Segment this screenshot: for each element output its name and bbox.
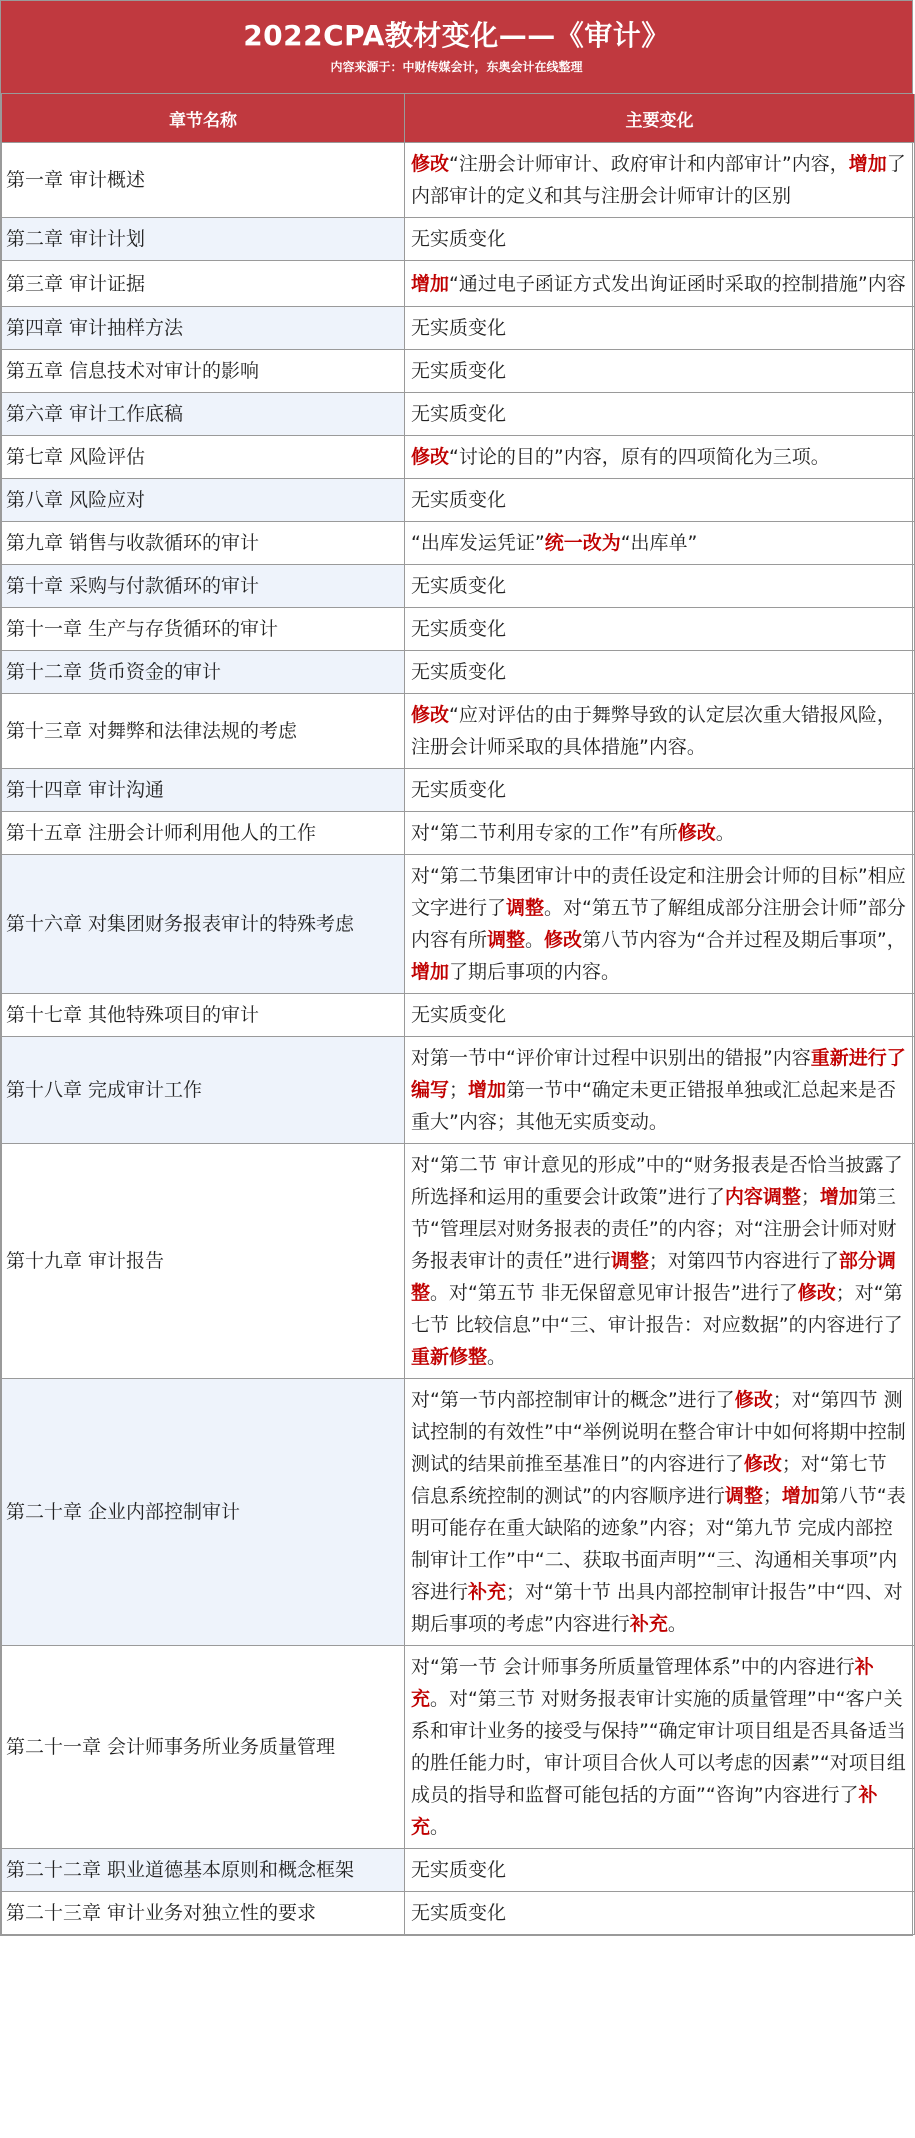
highlight-text: 补充 — [629, 1613, 668, 1635]
column-header-chapter: 章节名称 — [2, 94, 405, 143]
change-text: “讨论的目的”内容，原有的四项简化为三项。 — [449, 446, 830, 468]
chapter-name: 第九章 销售与收款循环的审计 — [2, 522, 405, 565]
highlight-text: 修改 — [544, 929, 583, 951]
highlight-text: 增加 — [781, 1485, 820, 1507]
change-text: 了期后事项的内容。 — [449, 961, 621, 983]
table-body — [2, 143, 915, 1935]
chapter-name: 第十六章 对集团财务报表审计的特殊考虑 — [2, 855, 405, 994]
change-text: ； — [762, 1485, 782, 1507]
change-description — [405, 694, 915, 769]
chapter-name: 第十九章 审计报告 — [2, 1144, 405, 1379]
table-row — [2, 565, 915, 608]
change-description — [405, 261, 915, 307]
change-text: 第八节内容为“合并过程及期后事项”， — [582, 929, 906, 951]
change-text: 。对“第五节 非无保留意见审计报告”进行了 — [430, 1282, 798, 1304]
table-row — [2, 1849, 915, 1892]
highlight-text: 增加 — [848, 153, 887, 175]
change-text: 第一节中“确定未更正错报单独或汇总起来是否重大”内容；其他无实质变动。 — [411, 1079, 896, 1133]
table-header-row — [2, 94, 915, 143]
change-text: 第八节“表明可能存在重大缺陷的迹象”内容；对“第九节 完成内部控制审计工作”中“二、获取书面声明”“三、沟通相关事项”内容进行 — [411, 1485, 906, 1603]
change-description — [405, 1646, 915, 1849]
highlight-text: 增加 — [411, 961, 450, 983]
change-description — [405, 393, 915, 436]
change-text: ； — [800, 1186, 820, 1208]
change-text: 了内部审计的定义和其与注册会计师审计的区别 — [411, 153, 906, 207]
table-row — [2, 522, 915, 565]
highlight-text: 调整 — [487, 929, 526, 951]
change-text: “出库发运凭证” — [411, 532, 545, 554]
chapter-name: 第十章 采购与付款循环的审计 — [2, 565, 405, 608]
table-row — [2, 307, 915, 350]
highlight-text: 修改 — [743, 1453, 782, 1475]
change-description — [405, 307, 915, 350]
table-row — [2, 1144, 915, 1379]
change-description — [405, 143, 915, 218]
change-description — [405, 1849, 915, 1892]
table-row — [2, 994, 915, 1037]
change-text: 第三节“管理层对财务报表的责任”的内容；对“注册会计师对财务报表审计的责任”进行 — [411, 1186, 897, 1272]
chapter-name: 第十五章 注册会计师利用他人的工作 — [2, 812, 405, 855]
change-description — [405, 812, 915, 855]
change-text: 。 — [487, 1346, 507, 1368]
change-text: “通过电子函证方式发出询证函时采取的控制措施”内容 — [449, 272, 906, 295]
table-row — [2, 143, 915, 218]
highlight-text: 补充 — [468, 1581, 507, 1603]
change-text: ；对“第四节 测试控制的有效性”中“举例说明在整合审计中如何将期中控制测试的结果前推至基准日”的内容进行了 — [411, 1389, 906, 1475]
table-row — [2, 769, 915, 812]
change-description — [405, 1892, 915, 1935]
chapter-name: 第十一章 生产与存货循环的审计 — [2, 608, 405, 651]
chapter-name: 第二十一章 会计师事务所业务质量管理 — [2, 1646, 405, 1849]
highlight-text: 修改 — [734, 1389, 773, 1411]
change-text: 无实质变化 — [411, 1859, 507, 1881]
highlight-text: 增加 — [819, 1186, 858, 1208]
chapter-name: 第六章 审计工作底稿 — [2, 393, 405, 436]
change-text: 。对“第三节 对财务报表审计实施的质量管理”中“客户关系和审计业务的接受与保持”“确定审计项目组是否具备适当的胜任能力时，审计项目合伙人可以考虑的因素”“对项目组成员的指导和监督可能包括的方面”“咨询”内容进行了 — [411, 1688, 906, 1806]
change-text: 无实质变化 — [411, 228, 507, 250]
table-row — [2, 1037, 915, 1144]
highlight-text: 修改 — [411, 153, 450, 175]
change-text: ； — [449, 1079, 469, 1101]
change-text: 对“第一节 会计师事务所质量管理体系”中的内容进行 — [411, 1656, 855, 1678]
change-text: 无实质变化 — [411, 403, 507, 425]
chapter-name: 第二十二章 职业道德基本原则和概念框架 — [2, 1849, 405, 1892]
column-header-change: 主要变化 — [405, 94, 915, 143]
chapter-name: 第八章 风险应对 — [2, 479, 405, 522]
table-row — [2, 218, 915, 261]
change-text: 对“第二节 审计意见的形成”中的“财务报表是否恰当披露了所选择和运用的重要会计政策”进行了 — [411, 1154, 903, 1208]
table-row — [2, 393, 915, 436]
change-description — [405, 1037, 915, 1144]
change-text: 无实质变化 — [411, 1902, 507, 1924]
change-description — [405, 522, 915, 565]
change-text: ；对“第十节 出具内部控制审计报告”中“四、对期后事项的考虑”内容进行 — [411, 1581, 903, 1635]
table-row — [2, 479, 915, 522]
change-text: 对“第二节利用专家的工作”有所 — [411, 822, 678, 844]
highlight-text: 内容调整 — [724, 1186, 801, 1208]
change-text: 。 — [715, 822, 735, 844]
table-row — [2, 1892, 915, 1935]
change-text: 无实质变化 — [411, 360, 507, 382]
chapter-name: 第七章 风险评估 — [2, 436, 405, 479]
change-text: 无实质变化 — [411, 575, 507, 597]
chapter-name: 第一章 审计概述 — [2, 143, 405, 218]
chapter-name: 第十八章 完成审计工作 — [2, 1037, 405, 1144]
table-row — [2, 855, 915, 994]
source-note: 内容来源于：中财传媒会计，东奥会计在线整理 — [330, 60, 583, 74]
highlight-text: 修改 — [677, 822, 716, 844]
change-text: 无实质变化 — [411, 661, 507, 683]
change-description — [405, 608, 915, 651]
table-row — [2, 1379, 915, 1646]
change-text: 。对“第五节了解组成部分注册会计师”部分内容有所 — [411, 897, 906, 951]
change-description — [405, 855, 915, 994]
chapter-name: 第四章 审计抽样方法 — [2, 307, 405, 350]
change-text: 对第一节中“评价审计过程中识别出的错报”内容 — [411, 1047, 811, 1069]
highlight-text: 重新进行了编写 — [411, 1047, 906, 1101]
change-text: 。 — [525, 929, 545, 951]
table-row — [2, 261, 915, 307]
change-text: 无实质变化 — [411, 317, 507, 339]
table-row — [2, 608, 915, 651]
change-text: 无实质变化 — [411, 779, 507, 801]
highlight-text: 调整 — [506, 897, 545, 919]
chapter-name: 第二十章 企业内部控制审计 — [2, 1379, 405, 1646]
change-description — [405, 651, 915, 694]
highlight-text: 统一改为 — [544, 532, 621, 554]
change-description — [405, 1144, 915, 1379]
highlight-text: 增加 — [411, 272, 450, 295]
change-description — [405, 1379, 915, 1646]
changes-table — [1, 94, 915, 1935]
chapter-name: 第二十三章 审计业务对独立性的要求 — [2, 1892, 405, 1935]
highlight-text: 调整 — [724, 1485, 763, 1507]
chapter-name: 第二章 审计计划 — [2, 218, 405, 261]
change-text: 对“第一节内部控制审计的概念”进行了 — [411, 1389, 735, 1411]
highlight-text: 补充 — [411, 1656, 874, 1710]
change-text: 无实质变化 — [411, 1004, 507, 1026]
chapter-name: 第十二章 货币资金的审计 — [2, 651, 405, 694]
change-text: 。 — [667, 1613, 687, 1635]
chapter-name: 第十七章 其他特殊项目的审计 — [2, 994, 405, 1037]
change-description — [405, 769, 915, 812]
change-text: ；对“第七节 信息系统控制的测试”的内容顺序进行 — [411, 1453, 887, 1507]
change-text: 对“第二节集团审计中的责任设定和注册会计师的目标”相应文字进行了 — [411, 865, 906, 919]
chapter-name: 第十四章 审计沟通 — [2, 769, 405, 812]
highlight-text: 重新修整 — [411, 1346, 488, 1368]
change-description — [405, 436, 915, 479]
table-row — [2, 651, 915, 694]
change-description — [405, 218, 915, 261]
highlight-text: 增加 — [468, 1079, 507, 1101]
chapter-name: 第三章 审计证据 — [2, 261, 405, 307]
title-banner — [1, 1, 912, 94]
page-title: 2022CPA教材变化——《审计》 — [243, 19, 670, 52]
change-text: “出库单” — [620, 532, 698, 554]
highlight-text: 部分调整 — [411, 1250, 896, 1304]
table-row — [2, 350, 915, 393]
table-row — [2, 694, 915, 769]
change-text: 无实质变化 — [411, 489, 507, 511]
change-text: ；对“第七节 比较信息”中“三、审计报告：对应数据”的内容进行了 — [411, 1282, 903, 1336]
change-description — [405, 479, 915, 522]
change-text: 无实质变化 — [411, 618, 507, 640]
change-description — [405, 565, 915, 608]
highlight-text: 修改 — [411, 446, 450, 468]
change-description — [405, 994, 915, 1037]
change-description — [405, 350, 915, 393]
highlight-text: 修改 — [797, 1282, 836, 1304]
table-row — [2, 812, 915, 855]
highlight-text: 调整 — [610, 1250, 649, 1272]
change-text: ；对第四节内容进行了 — [648, 1250, 839, 1272]
highlight-text: 修改 — [411, 704, 450, 726]
highlight-text: 补充 — [411, 1784, 878, 1838]
change-text: “注册会计师审计、政府审计和内部审计”内容， — [449, 153, 849, 175]
table-row — [2, 436, 915, 479]
change-text: “应对评估的由于舞弊导致的认定层次重大错报风险，注册会计师采取的具体措施”内容。 — [411, 704, 896, 758]
chapter-name: 第五章 信息技术对审计的影响 — [2, 350, 405, 393]
chapter-name: 第十三章 对舞弊和法律法规的考虑 — [2, 694, 405, 769]
table-row — [2, 1646, 915, 1849]
change-text: 。 — [430, 1816, 450, 1838]
